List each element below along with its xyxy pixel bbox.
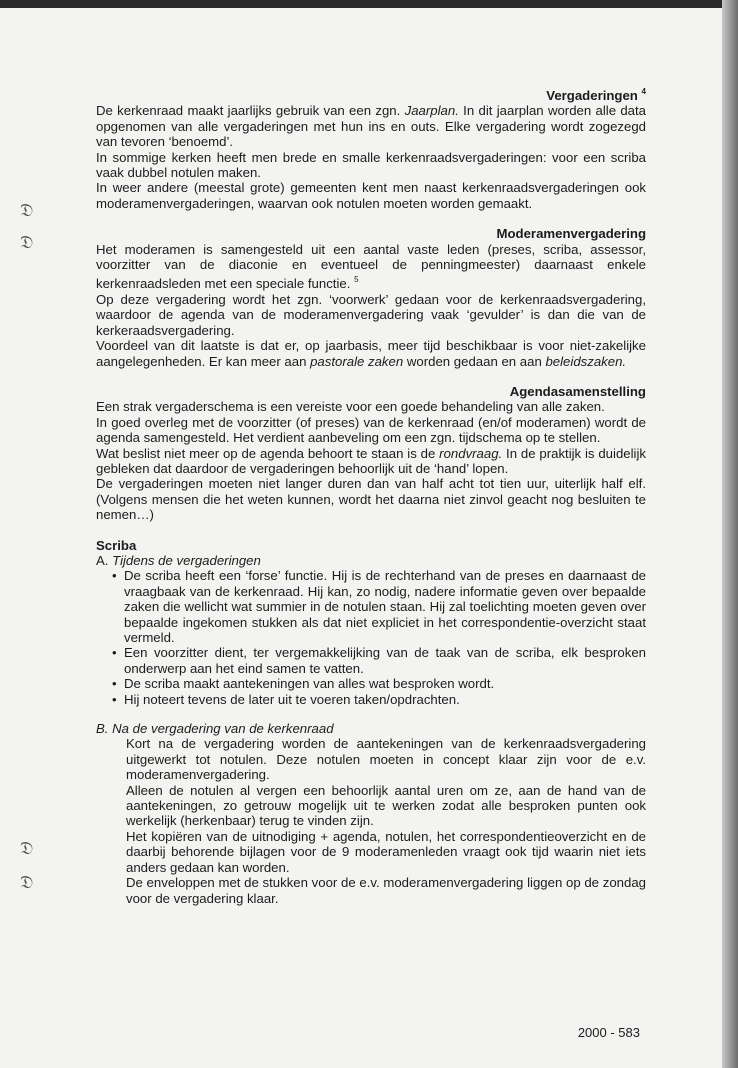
scan-top-edge (0, 0, 738, 8)
list-item: • Hij noteert tevens de later uit te voeren taken/opdrachten. (112, 691, 460, 707)
paragraph: In weer andere (meestal grote) gemeenten kent men naast kerkenraadsvergaderingen ook moderamenvergaderingen, waarvan ook notulen moeten worden gemaakt. (96, 180, 646, 211)
list-item: • Een voorzitter dient, ter vergemakkelijking van de taak van de scriba, elk besproken onderwerp aan het eind samen te vatten. (112, 645, 646, 676)
paragraph: Het kopiëren van de uitnodiging + agenda, notulen, het correspondentieoverzicht en de daarbij behorende bijlagen voor de 9 moderamenleden vraagt ook tijd waarin niet iets anders gedaan kan worden. (126, 828, 646, 875)
paragraph: De enveloppen met de stukken voor de e.v. moderamenvergadering liggen op de zondag voor de vergadering klaar. (126, 875, 646, 906)
subheading-a: A. Tijdens de vergaderingen (96, 552, 261, 568)
heading-scriba: Scriba (96, 537, 137, 553)
paragraph: Het moderamen is samengesteld uit een aantal vaste leden (preses, scriba, assessor, voorzitter van de diaconie en eventueel de penningmeester) daarnaast enkele kerkenraadsleden met een speciale functie. $^5$ (96, 241, 646, 292)
paragraph: Op deze vergadering wordt het zgn. ‘voorwerk’ gedaan voor de kerkenraadsvergadering, waardoor de agenda van de moderamenvergadering vaak ‘gevulder’ is dan die van de kerkeraadsvergadering. (96, 291, 646, 338)
paragraph: Voordeel van dit laatste is dat er, op jaarbasis, meer tijd beschikbaar is voor niet-zakelijke aangelegenheden. Er kan meer aan pastorale zaken worden gedaan en aan beleidszaken. (96, 338, 646, 369)
heading-vergaderingen: Vergaderingen $^4$ (546, 87, 646, 103)
paragraph: De vergaderingen moeten niet langer duren dan van half acht tot tien uur, uiterlijk half elf. (Volgens mensen die het weten kunnen, wordt het daarna niet zinvol geacht nog besluiten te nemen…) (96, 476, 646, 523)
paragraph: Een strak vergaderschema is een vereiste voor een goede behandeling van alle zaken. (96, 399, 605, 415)
margin-mark-2b: 𝔇 (20, 872, 34, 892)
section-b-body (96, 736, 646, 905)
margin-mark-1b: 𝔇 (20, 232, 34, 252)
margin-mark-2: 𝔇 (20, 838, 34, 858)
document-body (96, 84, 646, 906)
list-item: • De scriba heeft een ‘forse’ functie. Hij is de rechterhand van de preses en daarnaast de vraagbaak van de kerkenraad. Hij kan, zo nodig, nadere informatie geven over bepaalde zaken die wellicht wat summier in de notulen staan. Hij zal toelichting moeten geven over bepaalde ingekomen stukken als dat niet expliciet in het correspondentie-overzicht staat vermeld. (112, 568, 646, 645)
paragraph: Kort na de vergadering worden de aantekeningen van de kerkenraadsvergadering uitgewerkt tot notulen. Deze notulen moeten in concept klaar zijn voor de e.v. moderamenvergadering. (126, 736, 646, 783)
scan-right-edge (722, 0, 738, 1068)
margin-mark-1: 𝔇 (20, 200, 34, 220)
paragraph: In sommige kerken heeft men brede en smalle kerkenraadsvergaderingen: voor een scriba vaak dubbel notulen maken. (96, 149, 646, 181)
paragraph: Alleen de notulen al vergen een behoorlijk aantal uren om ze, aan de hand van de aantekeningen, zo getrouw mogelijk uit te werken zodat alle besproken punten ook werkelijk (herkenbaar) terug te vinden zijn. (126, 782, 646, 829)
paragraph: In goed overleg met de voorzitter (of preses) van de kerkenraad (en/of moderamen) wordt de agenda samengesteld. Het verdient aanbeveling om een zgn. tijdschema op te stellen. (96, 414, 646, 446)
list-item: • De scriba maakt aantekeningen van alles wat besproken wordt. (112, 676, 495, 692)
paragraph: De kerkenraad maakt jaarlijks gebruik van een zgn. Jaarplan. In dit jaarplan worden alle data opgenomen van alle vergaderingen met hun ins en outs. Elke vergadering wordt zogezegd van tevoren ‘benoemd’. (96, 103, 647, 150)
heading-moderamenvergadering: Moderamenvergadering (496, 226, 646, 242)
subheading-b: B. Na de vergadering van de kerkenraad (96, 721, 334, 737)
scriba-bullet-list (96, 568, 646, 707)
paragraph: Wat beslist niet meer op de agenda behoort te staan is de rondvraag. In de praktijk is duidelijk gebleken dat daardoor de vergaderingen behoorlijk uit de ‘hand’ lopen. (96, 445, 646, 476)
page-number: 2000 - 583 (577, 1025, 640, 1040)
heading-agendasamenstelling: Agendasamenstelling (509, 383, 646, 399)
